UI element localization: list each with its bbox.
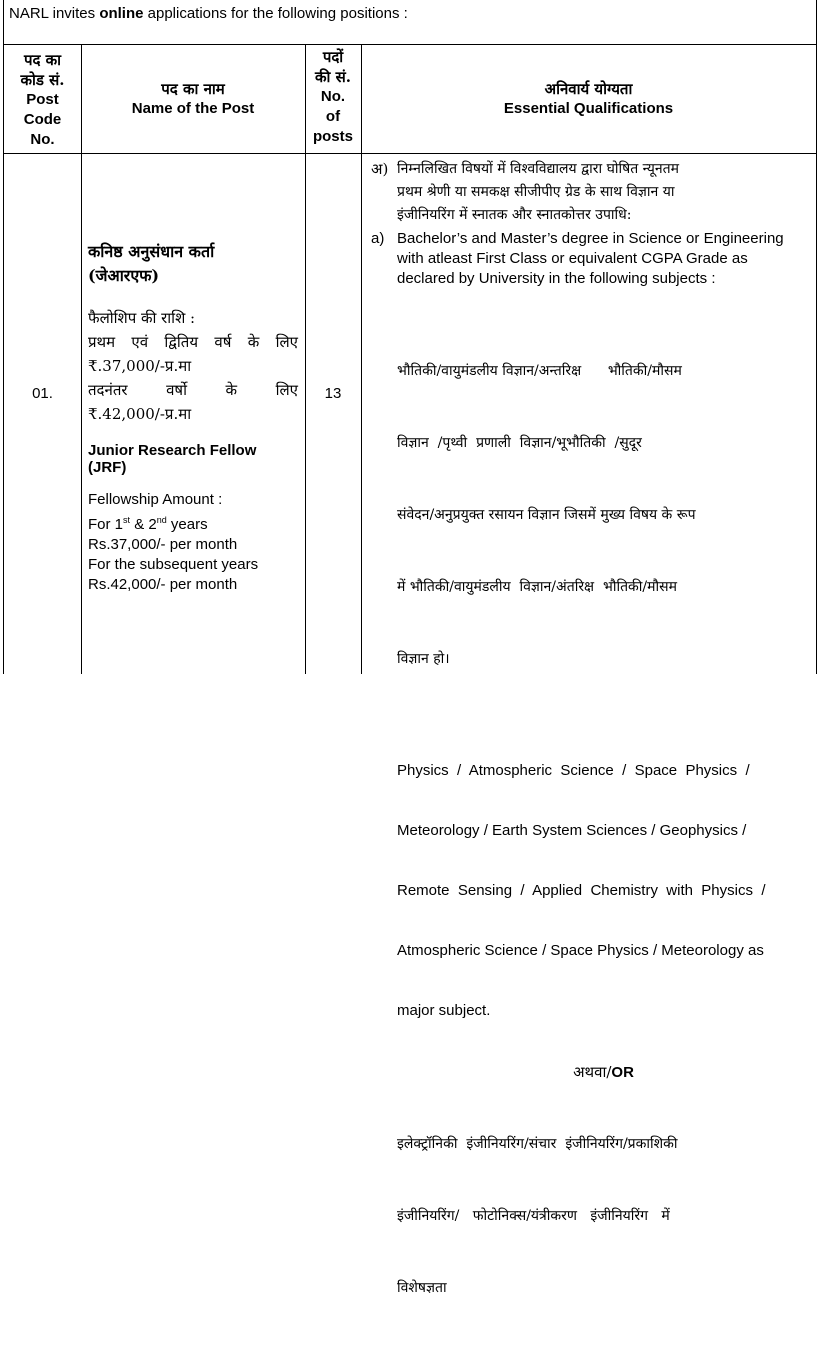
intro-text: NARL invites online applications for the following positions : (9, 5, 408, 22)
header-qualifications: अनिवार्य योग्यता Essential Qualifications (503, 80, 674, 117)
column-divider (81, 44, 82, 674)
header-post-code: पद का कोड सं. Post Code No. (20, 51, 65, 148)
table-top-border (4, 44, 816, 45)
post-code-value: 01. (32, 385, 53, 402)
subjects-english: Physics / Atmospheric Science / Space Physics / Meteorology / Earth System Sciences / Geophysics / Remote Sensing / Applied Chemistry with Physics / Atmospheric Science / Space Physics / Meteorology as major subject. (397, 762, 766, 1019)
electronics-hindi: इलेक्ट्रॉनिकी इंजीनियरिंग/संचार इंजीनियरिंग/प्रकाशिकी इंजीनियरिंग/ फोटोनिक्स/यंत्रीकरण इंजीनियरिंग में विशेषज्ञता (397, 1136, 678, 1296)
header-divider (4, 153, 816, 154)
column-divider (361, 44, 362, 674)
header-post-name: पद का नाम Name of the Post (131, 80, 255, 117)
post-title-english: Junior Research Fellow (JRF) (88, 442, 257, 476)
fellowship-hindi: फैलोशिप की राशि : प्रथम एवं द्वितिय वर्ष के लिए ₹.37,000/-प्र.मा तदनंतर वर्षो के लिए ₹.42,000/-प्र.मा (88, 309, 298, 423)
post-title-hindi: कनिष्ठ अनुसंधान कर्ता (जेआरएफ) (88, 242, 215, 285)
no-of-posts-value: 13 (324, 385, 342, 402)
qualifications-cell (368, 158, 810, 1348)
subjects-hindi: भौतिकी/वायुमंडलीय विज्ञान/अन्तरिक्ष भौतिकी/मौसम विज्ञान /पृथ्वी प्रणाली विज्ञान/भूभौतिकी /सुदूर संवेदन/अनुप्रयुक्त रसायन विज्ञान जिसमें मुख्य विषय के रूप में भौतिकी/वायुमंडलीय विज्ञान/अंतरिक्ष भौतिकी/मौसम विज्ञान हो। (397, 363, 696, 667)
fellowship-english: Fellowship Amount : For 1st & 2nd years Rs.37,000/- per month For the subsequent years Rs.42,000/- per month (88, 491, 259, 593)
post-name-cell (88, 240, 298, 595)
qualification-hindi-a: अ) निम्नलिखित विषयों में विश्वविद्यालय द्वारा घोषित न्यूनतम प्रथम श्रेणी या समकक्ष सीजीपीए ग्रेड के साथ विज्ञान या इंजीनियरिंग में स्नातक और स्नातकोत्तर उपाधि: (371, 160, 679, 223)
positions-table (3, 0, 817, 1296)
header-no-of-posts: पदों की सं. No. of posts (312, 48, 353, 145)
qualification-english-a: a) Bachelor’s and Master’s degree in Science or Engineering with atleast First Class or equivalent CGPA Grade as declared by University in the following subjects : (371, 230, 784, 287)
or-separator: अथवा/OR (573, 1063, 634, 1081)
